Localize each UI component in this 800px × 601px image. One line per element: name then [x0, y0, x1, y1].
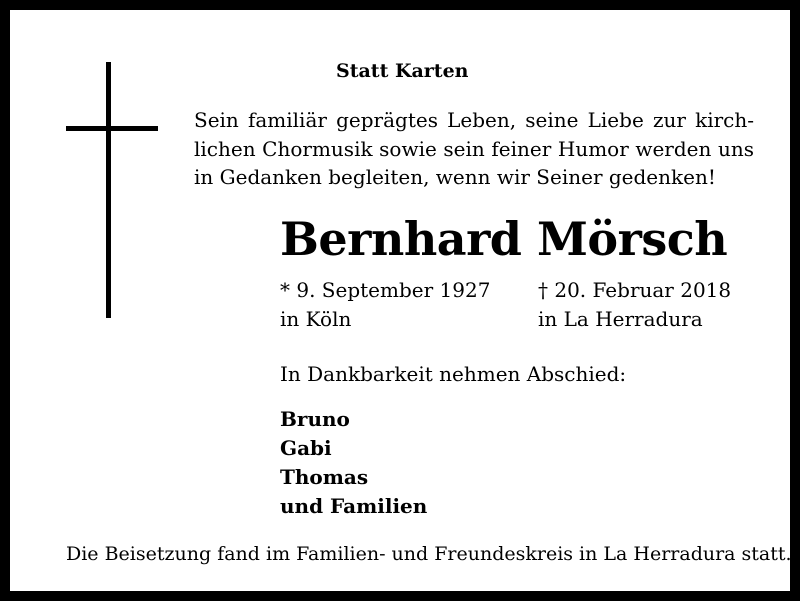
deceased-name: Bernhard Mörsch	[280, 212, 728, 266]
quote-line: lichen Chormusik sowie sein feiner Humor werden uns	[194, 136, 754, 161]
mourner-name: Thomas	[280, 465, 369, 489]
cross-vertical-bar	[106, 62, 111, 318]
burial-note: Die Beisetzung fand im Familien- und Freundeskreis in La Herradura statt.	[66, 543, 792, 565]
intro-heading: Statt Karten	[336, 60, 469, 82]
mourner-name: und Familien	[280, 494, 428, 518]
birth-place: in Köln	[280, 307, 352, 331]
quote-line: Sein familiär geprägtes Leben, seine Liebe zur kirch-	[194, 108, 754, 132]
quote-line: in Gedanken begleiten, wenn wir Seiner gedenken!	[194, 165, 716, 189]
mourner-name: Bruno	[280, 407, 350, 431]
farewell-line: In Dankbarkeit nehmen Abschied:	[280, 362, 627, 386]
cross-icon	[66, 62, 158, 318]
cross-horizontal-bar	[66, 126, 158, 131]
mourners-list	[280, 405, 427, 521]
birth-date: * 9. September 1927	[280, 278, 491, 302]
death-date: † 20. Februar 2018	[538, 278, 732, 302]
mourner-name: Gabi	[280, 436, 332, 460]
memorial-quote	[194, 106, 754, 192]
death-place: in La Herradura	[538, 307, 703, 331]
